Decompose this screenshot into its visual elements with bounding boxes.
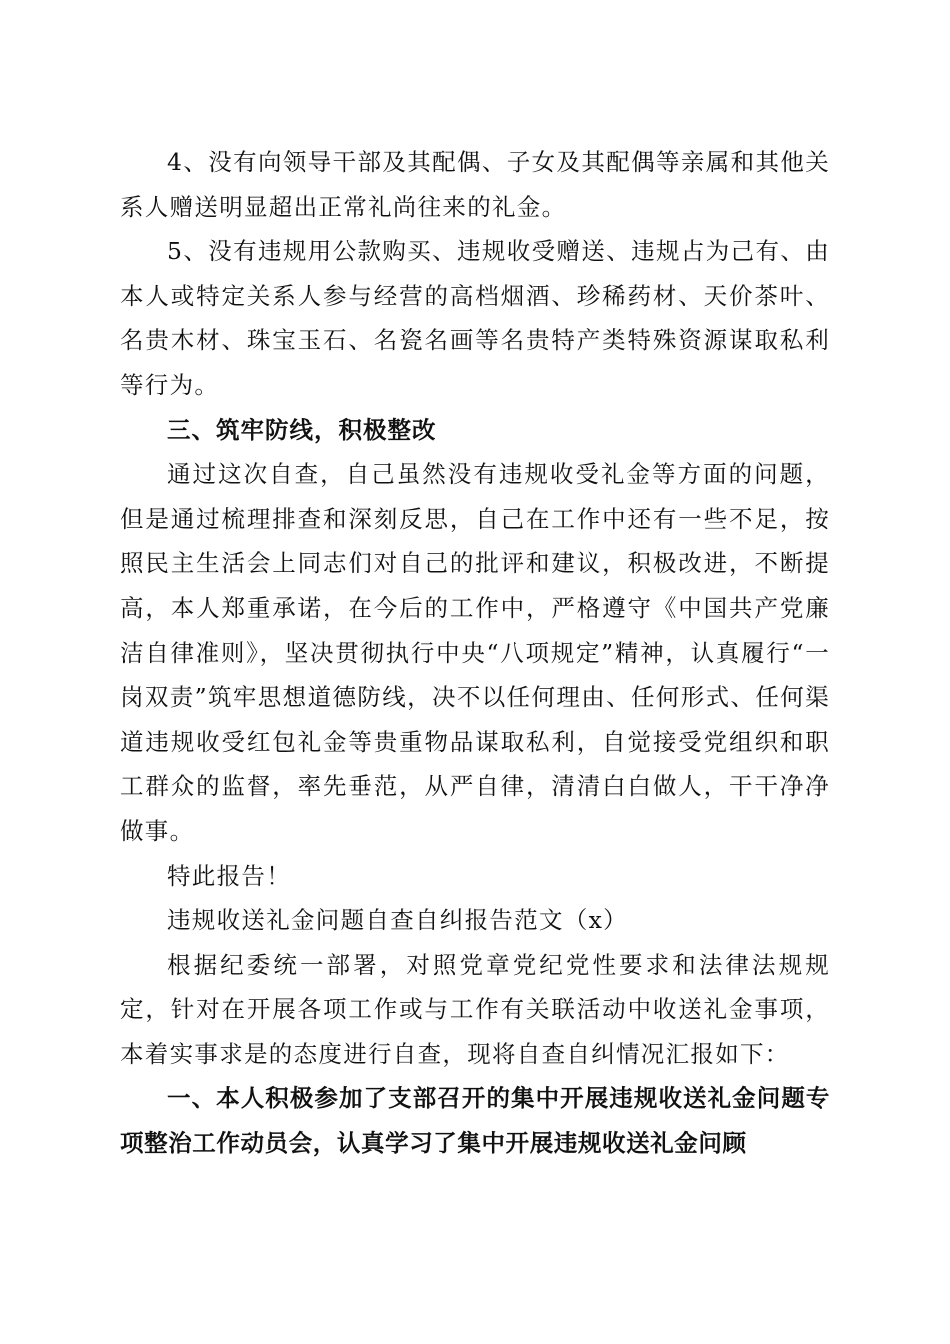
- section-heading-3: 三、筑牢防线，积极整改: [167, 415, 437, 444]
- paragraph-item-4: 4、没有向领导干部及其配偶、子女及其配偶等亲属和其他关系人赠送明显超出正常礼尚往来的礼金。: [120, 148, 830, 221]
- paragraph-commitment: 通过这次自查，自己虽然没有违规收受礼金等方面的问题，但是通过梳理排查和深刻反思，自己在工作中还有一些不足，按照民主生活会上同志们对自己的批评和建议，积极改进，不断提高，本人郑重承诺，在今后的工作中，严格遵守《中国共产党廉洁自律准则》，坚决贯彻执行中央“八项规定”精神，认真履行“一岗双责”筑牢思想道德防线，决不以任何理由、任何形式、任何渠道违规收受红包礼金等贵重物品谋取私利，自觉接受党组织和职工群众的监督，率先垂范，从严自律，清清白白做人，干干净净做事。: [120, 460, 830, 845]
- document-page: [120, 140, 830, 1166]
- section-heading-1: 一、本人积极参加了支部召开的集中开展违规收送礼金问题专项整治工作动员会，认真学习了集中开展违规收送礼金问顾: [120, 1084, 830, 1158]
- paragraph-intro: 根据纪委统一部署，对照党章党纪党性要求和法律法规规定，针对在开展各项工作或与工作有关联活动中收送礼金事项，本着实事求是的态度进行自查，现将自查自纠情况汇报如下：: [120, 950, 830, 1068]
- paragraph-item-5: 5、没有违规用公款购买、违规收受赠送、违规占为己有、由本人或特定关系人参与经营的高档烟酒、珍稀药材、天价茶叶、名贵木材、珠宝玉石、名瓷名画等名贵特产类特殊资源谋取私利等行为。: [120, 237, 830, 399]
- paragraph-closing: 特此报告！: [167, 861, 291, 890]
- document-title-sample: 违规收送礼金问题自查自纠报告范文（x）: [167, 906, 628, 935]
